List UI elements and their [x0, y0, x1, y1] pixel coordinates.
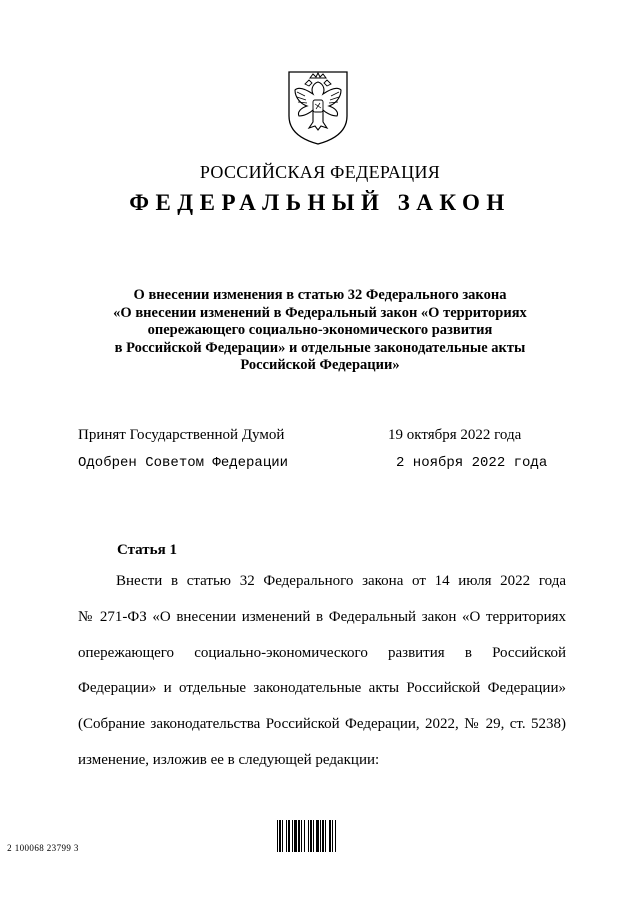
state-emblem-icon — [285, 68, 351, 146]
article-body-line: Федерации» и отдельные законодательные акты Российской Федерации» — [78, 680, 566, 697]
barcode-number: 2 100068 23799 3 — [7, 843, 79, 853]
approved-date: 2 ноября 2022 года — [396, 455, 548, 471]
country-name: РОССИЙСКАЯ ФЕДЕРАЦИЯ — [199, 162, 441, 182]
article-body-line: изменение, изложив ее в следующей редакции: — [78, 751, 380, 768]
document-type: ФЕДЕРАЛЬНЫЙ ЗАКОН — [129, 190, 511, 215]
article-heading: Статья 1 — [117, 542, 177, 558]
law-title-line: Российской Федерации» — [240, 357, 400, 373]
adopted-date: 19 октября 2022 года — [388, 427, 522, 443]
law-title-line: в Российской Федерации» и отдельные законодательные акты — [114, 339, 526, 356]
article-body-line: № 271-ФЗ «О внесении изменений в Федеральный закон «О территориях — [78, 608, 566, 625]
article-body-line: (Собрание законодательства Российской Федерации, 2022, № 29, ст. 5238) — [78, 716, 566, 733]
law-title — [80, 287, 560, 375]
article-body-line: опережающего социально-экономического развития в Российской — [78, 644, 566, 661]
barcode-icon — [276, 820, 360, 852]
law-title-line: «О внесении изменений в Федеральный закон «О территориях — [113, 304, 527, 321]
barcode-block — [276, 812, 360, 862]
approved-by-council-label: Одобрен Советом Федерации — [78, 455, 289, 471]
law-title-line: опережающего социально-экономического развития — [147, 322, 493, 338]
law-title-line: О внесении изменения в статью 32 Федерального закона — [133, 287, 507, 303]
article-body-line: Внести в статью 32 Федерального закона от 14 июля 2022 года — [116, 573, 566, 589]
adopted-by-duma-label: Принят Государственной Думой — [78, 427, 285, 443]
article-body — [78, 571, 566, 786]
